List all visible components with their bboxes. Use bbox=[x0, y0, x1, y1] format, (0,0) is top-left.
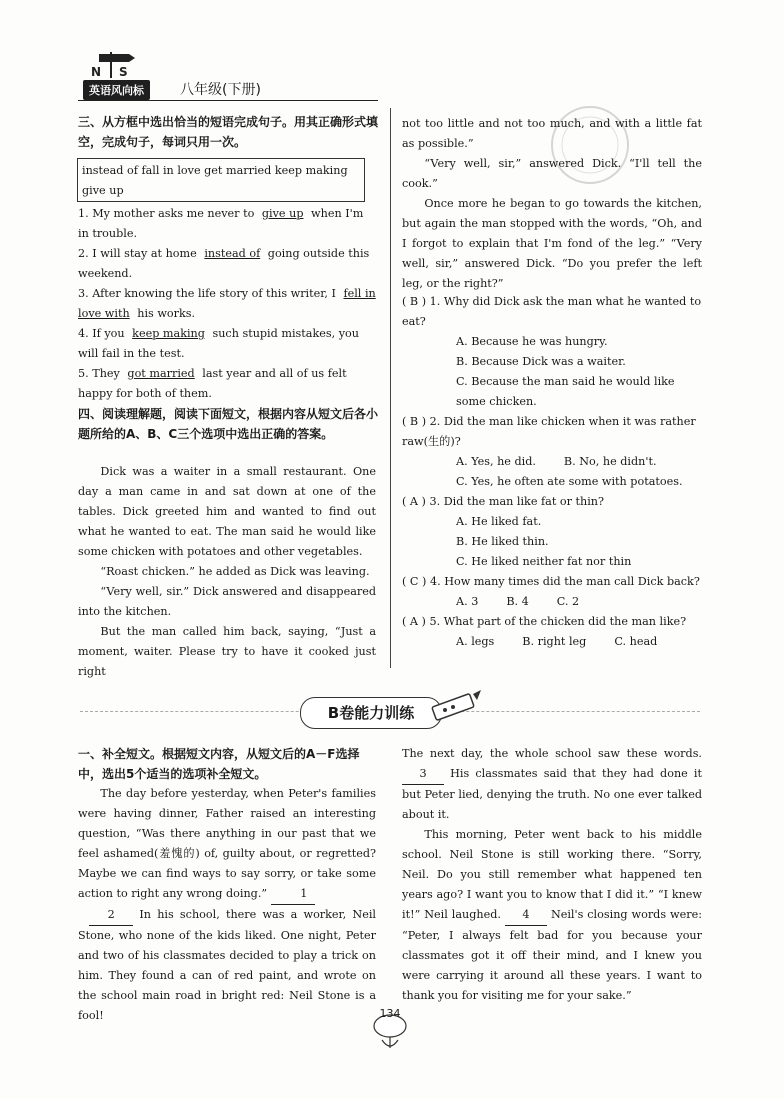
passage-para: “Very well, sir.” Dick answered and disappeared into the kitchen. bbox=[78, 585, 376, 618]
question-5: ( A ) 5. What part of the chicken did the man like? A. legs B. right leg C. head bbox=[402, 615, 687, 648]
passage-para: This morning, Peter went back to his middle school. Neil Stone is still working there. “Sorry, Neil. Do you still remember what happened ten years ago? I want you to know that I did it.” “I knew it!” Neil laughed. 4 Neil's closing words were: “Peter, I always felt bad for you because your classmates got it off their mind, and I knew you were carrying it around all these years. I want to thank you for visiting me for your sake.” bbox=[402, 828, 702, 1002]
item-4: 4. If you keep making such stupid mistakes, you will fail in the test. bbox=[78, 327, 359, 360]
section4-title: 四、阅读理解题，阅读下面短文，根据内容从短文后各小题所给的A、B、C三个选项中选出正确的答案。 bbox=[78, 407, 379, 441]
question-1: ( B ) 1. Why did Dick ask the man what he wanted to eat? A. Because he was hungry. B. Because Dick was a waiter. C. Because the man said he would like some chicken. bbox=[402, 295, 702, 408]
passage-para: “Very well, sir,” answered Dick. “I'll tell the cook.” bbox=[402, 157, 702, 190]
questions bbox=[402, 292, 702, 652]
passage-para: But the man called him back, saying, “Just a moment, waiter. Please try to have it cooked just right bbox=[78, 625, 376, 678]
passage-para: not too little and not too much, and with a little fat as possible.” bbox=[402, 117, 702, 150]
question-4: ( C ) 4. How many times did the man call Dick back? A. 3 B. 4 C. 2 bbox=[402, 575, 700, 608]
svg-text:S: S bbox=[119, 65, 128, 78]
header-divider bbox=[78, 100, 378, 101]
passage-right bbox=[402, 114, 702, 294]
passage-para: “Roast chicken.” he added as Dick was leaving. bbox=[100, 565, 370, 578]
logo-badge: 英语风向标 bbox=[83, 80, 150, 100]
publisher-logo bbox=[83, 50, 163, 100]
passage-para: The day before yesterday, when Peter's families were having dinner, Father raised an interesting question, “Was there anything in our past that we feel ashamed(羞愧的) of, guilty about, or regretted? Maybe we can find ways to say sorry, or take some action to right any wrong doing.” 1 bbox=[78, 784, 376, 905]
passage-left bbox=[78, 462, 376, 682]
blank-3[interactable]: 3 bbox=[402, 764, 444, 785]
item-5: 5. They got married last year and all of us felt happy for both of them. bbox=[78, 367, 347, 400]
section-b-title: 一、补全短文。根据短文内容，从短文后的A－F选择中，选出5个适当的选项补全短文。 bbox=[78, 747, 360, 781]
pencil-mascot-icon bbox=[425, 688, 483, 728]
passage-para: The next day, the whole school saw these words. 3 His classmates said that they had done it but Peter lied, denying the truth. No one ever talked about it. bbox=[402, 747, 703, 821]
passage-para: 2 In his school, there was a worker, Neil Stone, who none of the kids liked. One night, Peter and two of his classmates decided to play a trick on him. They found a can of red paint, and wrote on the school main road in bright red: Neil Stone is a fool! bbox=[78, 905, 376, 1026]
page-number: 134 bbox=[379, 1007, 401, 1020]
grade-label: 八年级(下册) bbox=[180, 82, 261, 98]
blank-1[interactable]: 1 bbox=[271, 884, 315, 905]
section-b-left bbox=[78, 784, 376, 1026]
phrase-box-words: instead of fall in love get married keep making give up bbox=[82, 164, 348, 197]
item-3: 3. After knowing the life story of this writer, I fell in love with his works. bbox=[78, 287, 376, 320]
section3-items bbox=[78, 204, 376, 404]
question-3: ( A ) 3. Did the man like fat or thin? A. He liked fat. B. He liked thin. C. He liked neither fat nor thin bbox=[402, 495, 632, 568]
blank-2[interactable]: 2 bbox=[89, 905, 133, 926]
column-divider bbox=[390, 108, 391, 668]
passage-para: Dick was a waiter in a small restaurant. One day a man came in and sat down at one of the tables. Dick greeted him and wanted to find out what he wanted to eat. The man said he would like some chicken with potatoes and other vegetables. bbox=[78, 465, 376, 558]
phrase-box bbox=[77, 158, 365, 202]
question-2: ( B ) 2. Did the man like chicken when it was rather raw(生的)? A. Yes, he did. B. No, he didn't. C. Yes, he often ate some with potatoes. bbox=[402, 415, 696, 488]
item-1: 1. My mother asks me never to give up when I'm in trouble. bbox=[78, 207, 364, 240]
item-2: 2. I will stay at home instead of going outside this weekend. bbox=[78, 247, 370, 280]
svg-text:N: N bbox=[91, 65, 102, 78]
signpost-icon bbox=[89, 50, 149, 78]
section-b-banner: B卷能力训练 bbox=[300, 697, 442, 729]
section-b-right bbox=[402, 744, 702, 1006]
passage-para: Once more he began to go towards the kitchen, but again the man stopped with the words, “Oh, and I forgot to explain that I'm fond of the leg.” “Very well, sir,” answered Dick. “Do you prefer the left leg, or the right?” bbox=[402, 197, 702, 290]
section3-title: 三、从方框中选出恰当的短语完成句子。用其正确形式填空，完成句子，每词只用一次。 bbox=[78, 115, 379, 149]
blank-4[interactable]: 4 bbox=[505, 905, 547, 926]
